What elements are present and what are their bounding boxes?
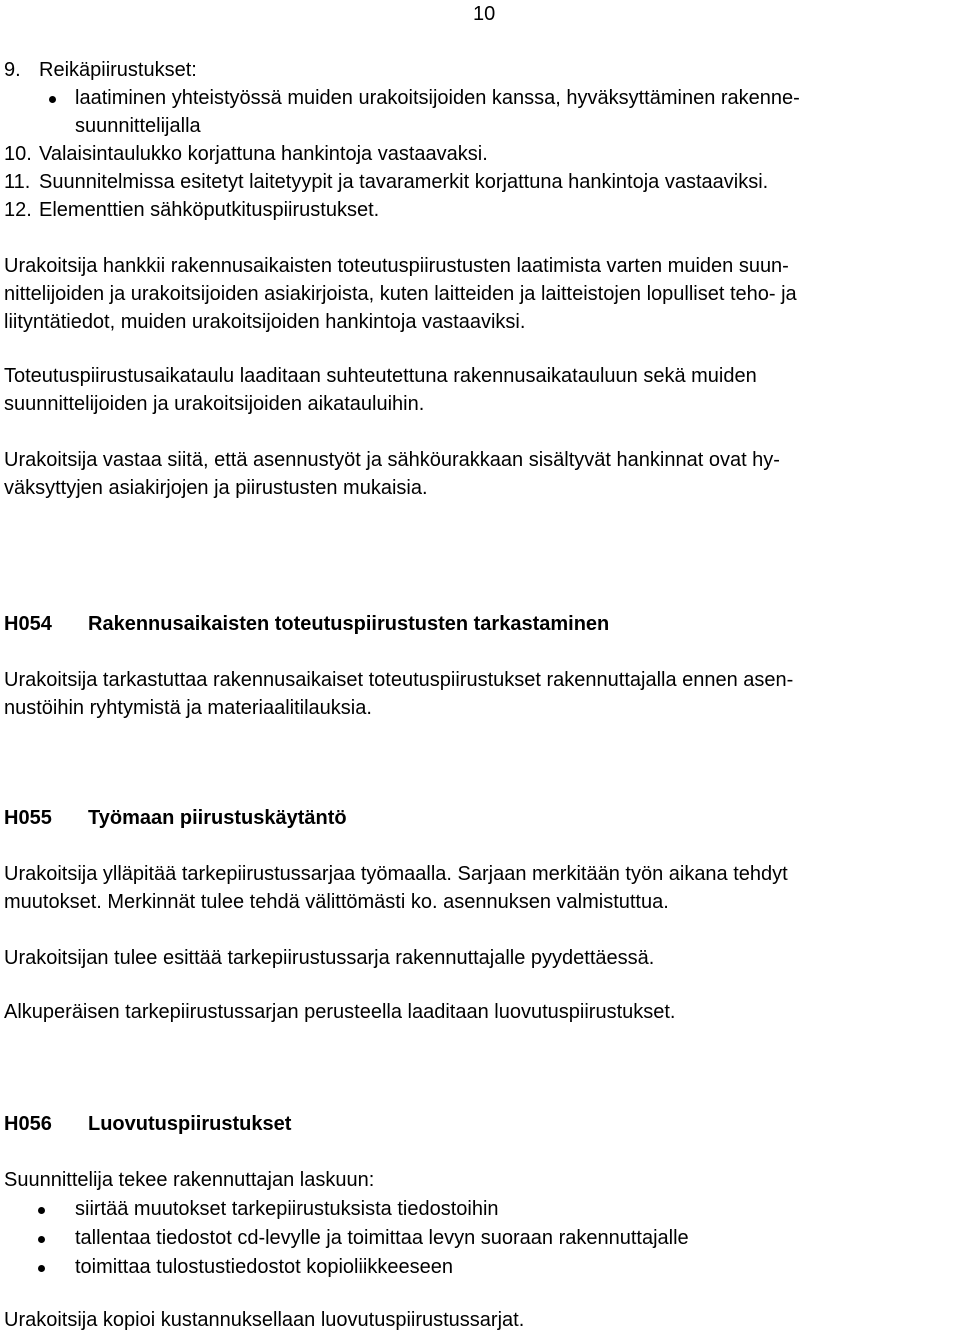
section-title-h054: Rakennusaikaisten toteutuspiirustusten tarkastaminen	[88, 613, 610, 635]
h056-closing: Urakoitsija kopioi kustannuksellaan luovutuspiirustussarjat.	[4, 1309, 525, 1331]
list-item-11-text: Suunnitelmissa esitetyt laitetyypit ja tavaramerkit korjattuna hankintoja vastaaviksi.	[39, 171, 769, 193]
paragraph-1-line-2: nittelijoiden ja urakoitsijoiden asiakirjoista, kuten laitteiden ja laitteistojen lopulliset teho- ja	[4, 283, 797, 305]
list-number-9: 9.	[4, 59, 21, 81]
paragraph-1-line-1: Urakoitsija hankkii rakennusaikaisten toteutuspiirustusten laatimista varten muiden suun-	[4, 255, 789, 277]
list-item-10-text: Valaisintaulukko korjattuna hankintoja vastaavaksi.	[39, 143, 488, 165]
list-number-11: 11.	[4, 171, 31, 193]
bullet-icon	[38, 1236, 45, 1243]
paragraph-2-line-1: Toteutuspiirustusaikataulu laaditaan suhteutettuna rakennusaikatauluun sekä muiden	[4, 365, 757, 387]
h056-bullet-3: toimittaa tulostustiedostot kopioliikkeeseen	[75, 1256, 453, 1278]
h055-paragraph-2: Urakoitsijan tulee esittää tarkepiirustussarja rakennuttajalle pyydettäessä.	[4, 947, 655, 969]
list-number-10: 10.	[4, 143, 32, 165]
paragraph-1-line-3: liityntätiedot, muiden urakoitsijoiden hankintoja vastaaviksi.	[4, 311, 526, 333]
h055-paragraph-1-line-2: muutokset. Merkinnät tulee tehdä välittömästi ko. asennuksen valmistuttua.	[4, 891, 669, 913]
h054-paragraph-line-2: nustöihin ryhtymistä ja materiaalitilauksia.	[4, 697, 372, 719]
bullet-icon	[49, 96, 56, 103]
bullet-icon	[38, 1265, 45, 1272]
section-title-h055: Työmaan piirustuskäytäntö	[88, 807, 347, 829]
h056-bullet-1: siirtää muutokset tarkepiirustuksista tiedostoihin	[75, 1198, 499, 1220]
h056-intro: Suunnittelija tekee rakennuttajan laskuun:	[4, 1169, 375, 1191]
list-item-12-text: Elementtien sähköputkituspiirustukset.	[39, 199, 380, 221]
page-number: 10	[473, 3, 496, 25]
paragraph-3-line-1: Urakoitsija vastaa siitä, että asennustyöt ja sähköurakkaan sisältyvät hankinnat ovat hy-	[4, 449, 780, 471]
list-item-9-title: Reikäpiirustukset:	[39, 59, 197, 81]
bullet-icon	[38, 1207, 45, 1214]
section-code-h055: H055	[4, 807, 52, 829]
list-item-9-bullet-line-2: suunnittelijalla	[75, 115, 201, 137]
section-code-h054: H054	[4, 613, 52, 635]
section-title-h056: Luovutuspiirustukset	[88, 1113, 292, 1135]
paragraph-3-line-2: väksyttyjen asiakirjojen ja piirustusten mukaisia.	[4, 477, 428, 499]
h055-paragraph-3: Alkuperäisen tarkepiirustussarjan perusteella laaditaan luovutuspiirustukset.	[4, 1001, 676, 1023]
h054-paragraph-line-1: Urakoitsija tarkastuttaa rakennusaikaiset toteutuspiirustukset rakennuttajalla ennen asen-	[4, 669, 794, 691]
list-item-9-bullet-line-1: laatiminen yhteistyössä muiden urakoitsijoiden kanssa, hyväksyttäminen rakenne-	[75, 87, 800, 109]
section-code-h056: H056	[4, 1113, 52, 1135]
h055-paragraph-1-line-1: Urakoitsija ylläpitää tarkepiirustussarjaa työmaalla. Sarjaan merkitään työn aikana tehdyt	[4, 863, 788, 885]
paragraph-2-line-2: suunnittelijoiden ja urakoitsijoiden aikatauluihin.	[4, 393, 425, 415]
list-number-12: 12.	[4, 199, 32, 221]
h056-bullet-2: tallentaa tiedostot cd-levylle ja toimittaa levyn suoraan rakennuttajalle	[75, 1227, 689, 1249]
